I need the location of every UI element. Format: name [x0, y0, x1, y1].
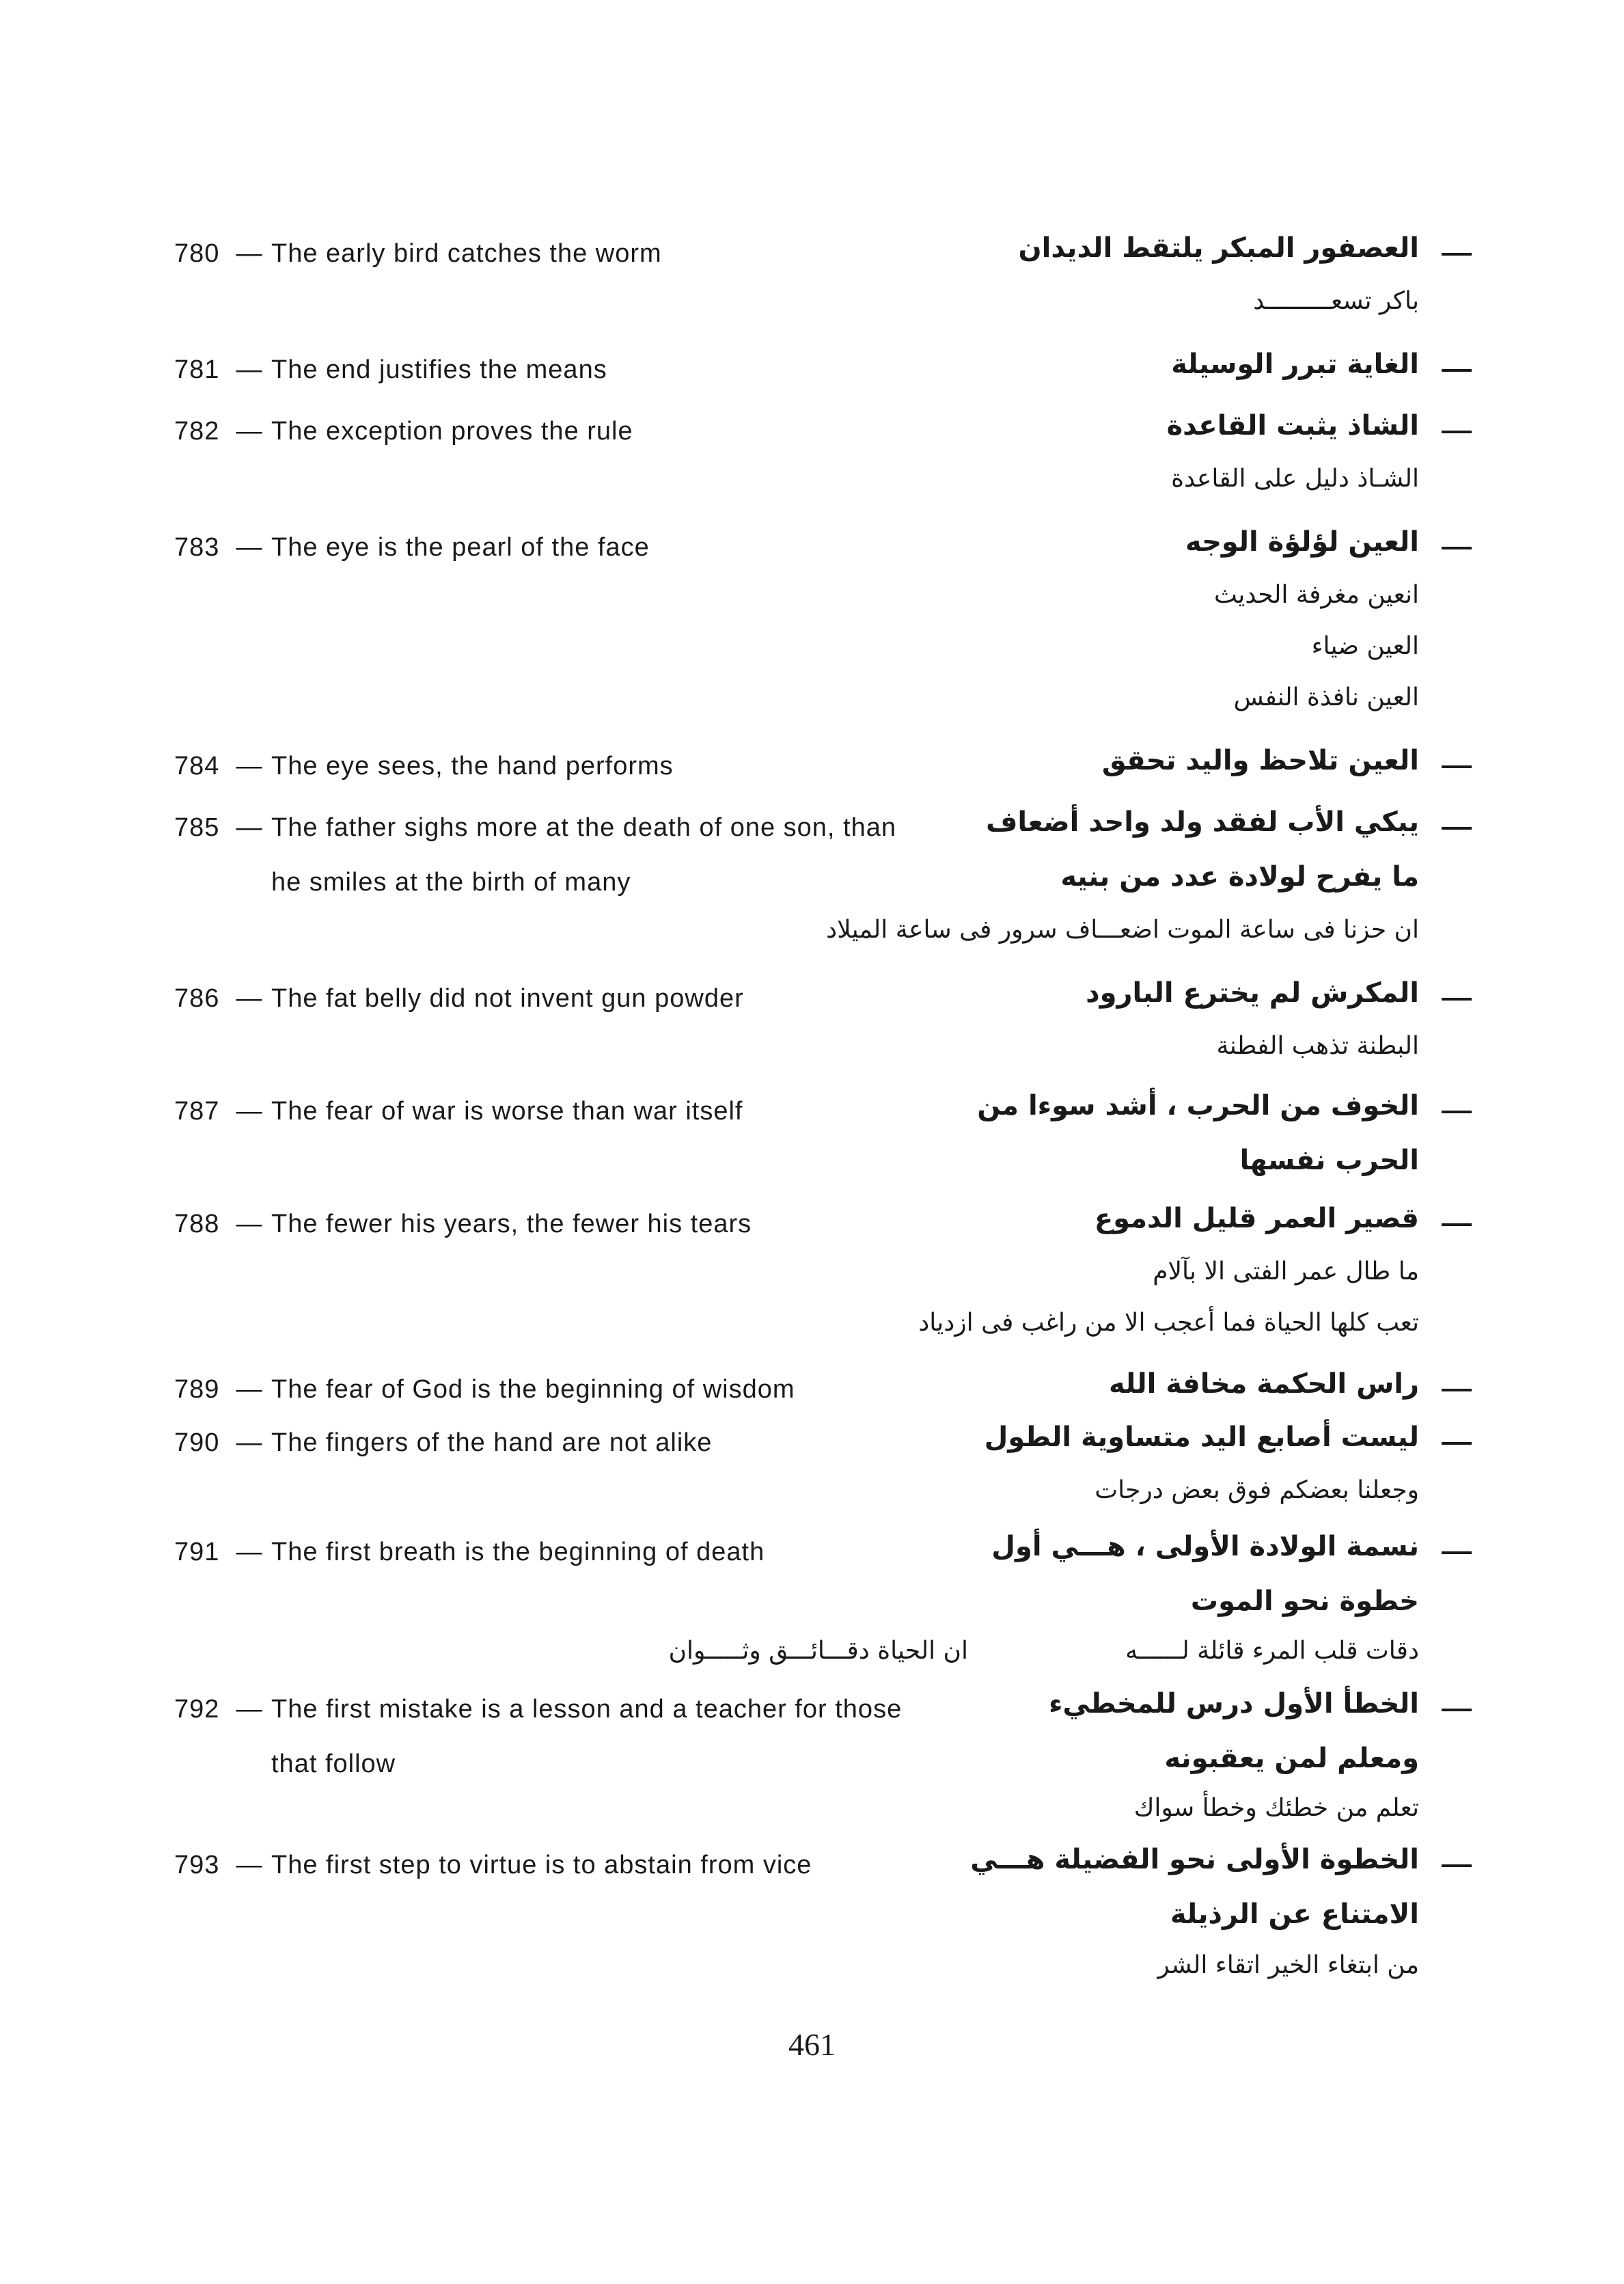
arabic-proverb-continued: ما يفرح لولادة عدد من بنيه [1060, 861, 1419, 893]
arabic-proverb: المكرش لم يخترع البارود [1086, 977, 1419, 1009]
entry-number: 785 [174, 813, 220, 842]
entry-english [174, 813, 896, 843]
entry-english [174, 1097, 743, 1126]
english-proverb: The first step to virtue is to abstain from vice [271, 1851, 812, 1879]
english-proverb: The fingers of the hand are not alike [271, 1428, 713, 1457]
entry-number: 791 [174, 1538, 220, 1566]
arabic-note: وجعلنا بعضكم فوق بعض درجات [1095, 1476, 1419, 1504]
arabic-note: ان الحياة دقـــائـــق وثـــــوان [668, 1637, 968, 1665]
entry-english [174, 1851, 812, 1880]
dash: — [236, 1210, 263, 1238]
dash: — [236, 1097, 263, 1126]
arabic-note: البطنة تذهب الفطنة [1216, 1032, 1419, 1060]
entry-number: 783 [174, 533, 220, 562]
entry-number: 793 [174, 1851, 220, 1879]
arabic-note: من ابتغاء الخير اتقاء الشر [1157, 1951, 1419, 1979]
arabic-proverb: قصير العمر قليل الدموع [1094, 1203, 1419, 1234]
arabic-dash [1442, 431, 1472, 433]
page-number: 461 [788, 2027, 836, 2062]
dash: — [236, 417, 263, 446]
dash: — [236, 1851, 263, 1879]
arabic-dash [1442, 1223, 1472, 1226]
arabic-dash [1442, 827, 1472, 830]
entry-english [174, 417, 633, 446]
dash: — [236, 1428, 263, 1457]
arabic-note: دقات قلب المرء قائلة لــــــه [1125, 1637, 1419, 1665]
dash: — [236, 1695, 263, 1724]
arabic-proverb: الخطأ الأول درس للمخطيء [1048, 1688, 1419, 1719]
entry-number: 789 [174, 1375, 220, 1404]
entry-english [174, 1375, 795, 1404]
entry-number: 781 [174, 355, 220, 384]
entry-english [174, 1695, 902, 1724]
dash: — [236, 752, 263, 780]
english-proverb: The exception proves the rule [271, 417, 633, 446]
arabic-dash [1442, 765, 1472, 768]
arabic-note: انعين مغرفة الحديث [1213, 581, 1419, 609]
arabic-proverb: الغاية تبرر الوسيلة [1171, 349, 1419, 380]
arabic-proverb: نسمة الولادة الأولى ، هـــي أول [991, 1531, 1419, 1562]
arabic-proverb: العين تلاحظ واليد تحقق [1101, 745, 1419, 776]
arabic-dash [1442, 998, 1472, 1001]
english-proverb: The father sighs more at the death of one son, than [271, 813, 896, 842]
arabic-note: العين نافذة النفس [1233, 683, 1419, 711]
arabic-dash [1442, 1111, 1472, 1113]
entry-number: 784 [174, 752, 220, 780]
english-proverb: The end justifies the means [271, 355, 607, 384]
entry-english [174, 1538, 765, 1567]
arabic-proverb: العصفور المبكر يلتقط الديدان [1018, 232, 1419, 264]
dash: — [236, 533, 263, 562]
english-proverb: The fear of war is worse than war itself [271, 1097, 743, 1126]
arabic-proverb: راس الحكمة مخافة الله [1109, 1368, 1419, 1400]
entry-english [174, 752, 674, 781]
arabic-dash [1442, 1709, 1472, 1711]
entry-number: 780 [174, 239, 220, 268]
arabic-note: تعلم من خطئك وخطأ سواك [1133, 1794, 1419, 1822]
arabic-proverb-continued: الامتناع عن الرذيلة [1170, 1899, 1419, 1930]
entry-number: 782 [174, 417, 220, 446]
arabic-note: الشـاذ دليل على القاعدة [1171, 465, 1419, 493]
entry-english [174, 1210, 752, 1239]
arabic-dash [1442, 547, 1472, 549]
dash: — [236, 239, 263, 268]
arabic-dash [1442, 369, 1472, 372]
arabic-note: ان حزنا فى ساعة الموت اضعـــاف سرور فى ساعة الميلاد [826, 916, 1419, 944]
arabic-dash [1442, 1389, 1472, 1391]
arabic-note: تعب كلها الحياة فما أعجب الا من راغب فى ازدياد [918, 1309, 1419, 1337]
entry-english [174, 239, 662, 269]
arabic-proverb: ليست أصابع اليد متساوية الطول [984, 1422, 1419, 1453]
arabic-dash [1442, 1864, 1472, 1867]
english-proverb: The fewer his years, the fewer his tears [271, 1210, 752, 1238]
arabic-dash [1442, 1551, 1472, 1554]
english-proverb: The fear of God is the beginning of wisdom [271, 1375, 795, 1404]
english-proverb-continued: he smiles at the birth of many [271, 868, 631, 897]
entry-english [174, 984, 744, 1014]
dash: — [236, 984, 263, 1013]
arabic-proverb-continued: ومعلم لمن يعقبونه [1164, 1743, 1419, 1774]
arabic-proverb: العين لؤلؤة الوجه [1185, 526, 1419, 558]
english-proverb: The early bird catches the worm [271, 239, 662, 268]
english-proverb: The first breath is the beginning of death [271, 1538, 765, 1566]
arabic-proverb: يبكي الأب لفقد ولد واحد أضعاف [985, 806, 1419, 838]
arabic-proverb-continued: خطوة نحو الموت [1190, 1586, 1419, 1617]
arabic-dash [1442, 253, 1472, 256]
arabic-proverb-continued: الحرب نفسها [1239, 1145, 1419, 1176]
entry-number: 787 [174, 1097, 220, 1126]
arabic-note: ما طال عمر الفتى الا بآلام [1153, 1257, 1419, 1286]
entry-number: 792 [174, 1695, 220, 1724]
english-proverb: The first mistake is a lesson and a teacher for those [271, 1695, 903, 1724]
english-proverb-continued: that follow [271, 1750, 396, 1778]
arabic-proverb: الخوف من الحرب ، أشد سوءا من [977, 1090, 1419, 1121]
arabic-note: باكر تسعـــــــــد [1253, 287, 1419, 315]
dash: — [236, 355, 263, 384]
arabic-dash [1442, 1442, 1472, 1445]
entry-number: 788 [174, 1210, 220, 1238]
dash: — [236, 1375, 263, 1404]
arabic-note: العين ضياء [1311, 632, 1419, 660]
entry-number: 790 [174, 1428, 220, 1457]
entry-english [174, 533, 650, 562]
entry-number: 786 [174, 984, 220, 1013]
arabic-proverb: الخطوة الأولى نحو الفضيلة هـــي [970, 1844, 1419, 1875]
entry-english [174, 355, 607, 385]
dash: — [236, 813, 263, 842]
english-proverb: The fat belly did not invent gun powder [271, 984, 744, 1013]
entry-english [174, 1428, 712, 1458]
english-proverb: The eye sees, the hand performs [271, 752, 674, 780]
english-proverb: The eye is the pearl of the face [271, 533, 650, 562]
arabic-proverb: الشاذ يثبت القاعدة [1166, 410, 1419, 441]
dash: — [236, 1538, 263, 1566]
